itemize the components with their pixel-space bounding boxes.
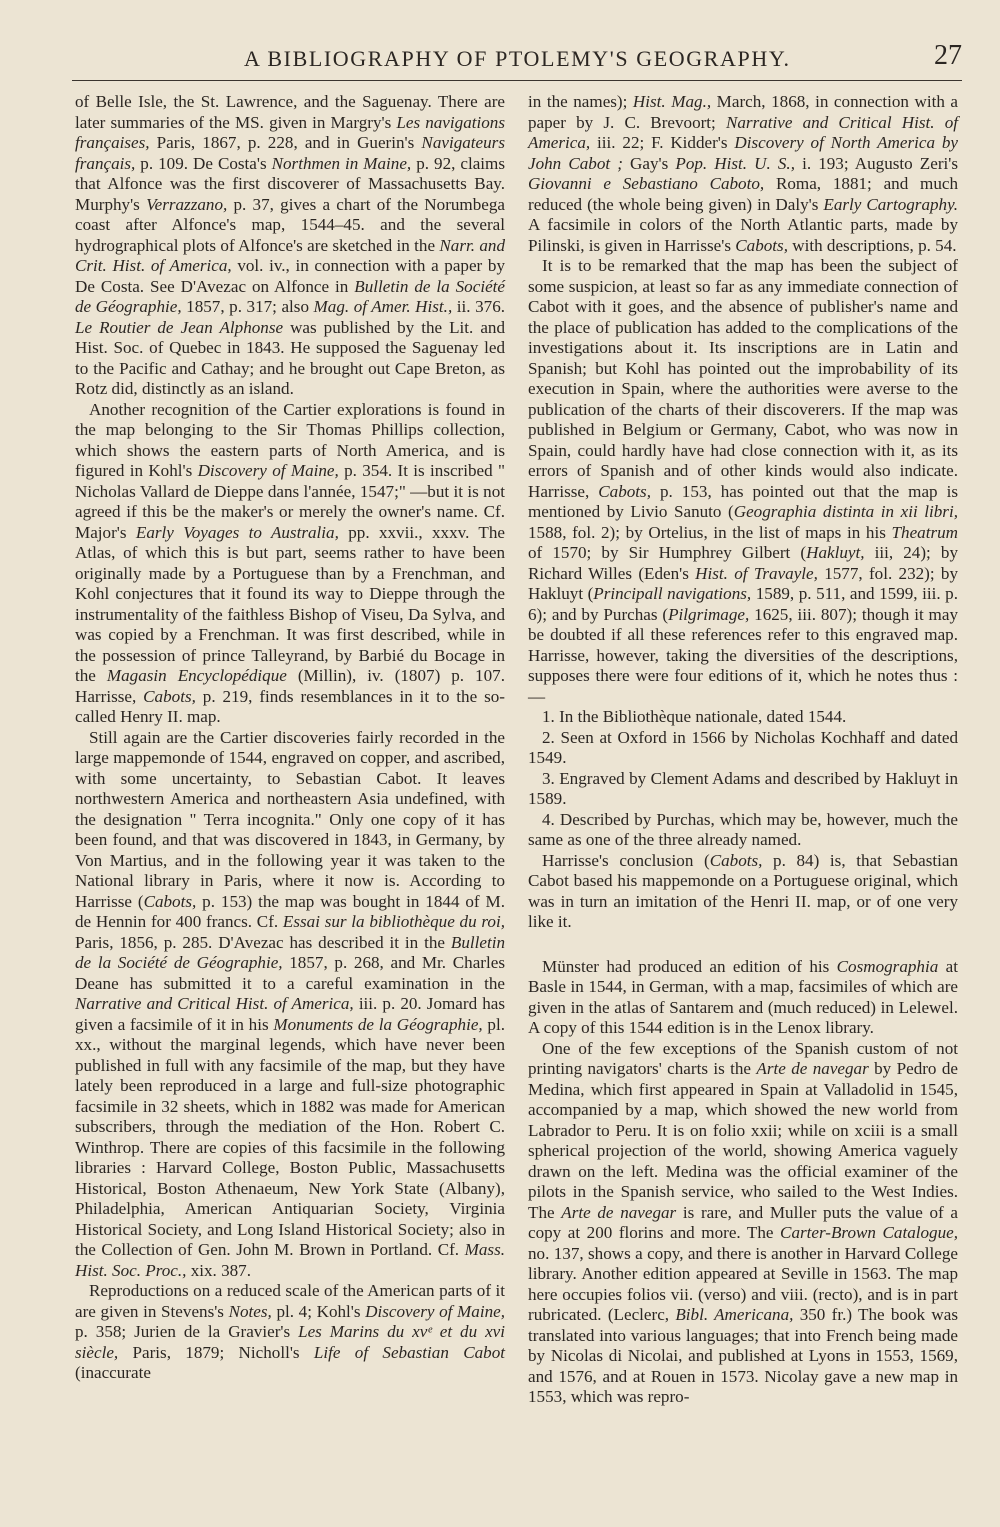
text-run: iii. p. 20. Jomard has given a facsimile of it in his xyxy=(75,994,506,1034)
right-text-column xyxy=(528,92,958,1408)
paragraph xyxy=(528,707,958,728)
text-run: Another recognition of the Cartier explorations is found in the map belonging to the Sir Thomas Phillips collection, which shows the eastern parts of North America, and is figured in Kohl's xyxy=(75,399,505,480)
page-header xyxy=(72,38,962,78)
italic-title-text: Narrative and Critical Hist. of America, xyxy=(75,994,354,1013)
text-run: p. 153) the map was bought in 1844 of M. de Hennin for 400 francs. Cf. xyxy=(75,891,505,931)
italic-title-text: Principall navigations, xyxy=(593,584,752,603)
text-run: ii. 376. xyxy=(452,297,506,316)
text-run: 4. Described by Purchas, which may be, however, much the same as one of the three already named. xyxy=(528,809,958,849)
paragraph xyxy=(528,769,958,810)
italic-title-text: Les navigations françaises, xyxy=(75,112,505,152)
italic-title-text: Early Cartography. xyxy=(823,194,959,214)
paragraph xyxy=(75,92,505,400)
text-run: 1588, fol. 2); by Ortelius, in the list of maps in his xyxy=(528,522,892,542)
italic-title-text: Notes, xyxy=(228,1301,272,1321)
italic-title-text: Discovery of North America by John Cabot ; xyxy=(528,133,958,173)
text-run: of Belle Isle, the St. Lawrence, and the Saguenay. There are later summaries of the MS. given in Margry's xyxy=(75,92,505,132)
text-run: 350 fr.) The book was translated into various languages; that into French being made by Nicolas di Nicolai, and published at Lyons in 1553, 1569, and 1576, and at Rouen in 1573. Nicolay gave a new map in 1553, which was repro- xyxy=(528,1305,958,1406)
text-run: iii. 22; F. Kidder's xyxy=(590,133,735,152)
text-run: Paris, 1867, p. 228, and in Guerin's xyxy=(149,133,422,152)
italic-title-text: Arte de navegar xyxy=(561,1202,677,1222)
text-run: p. 153, has pointed out that the map is mentioned by Livio Sanuto ( xyxy=(528,481,958,521)
text-run: Harrisse's conclusion ( xyxy=(542,850,710,870)
italic-title-text: Narrative and Critical Hist. of America, xyxy=(528,112,958,152)
italic-title-text: Early Voyages to Australia, xyxy=(135,522,339,542)
text-run: Paris, 1856, p. 285. D'Avezac has described it in the xyxy=(75,932,451,952)
text-run: p. 109. De Costa's xyxy=(135,153,272,173)
text-run: no. 137, shows a copy, and there is another in Harvard College library. Another edition appeared at Seville in 1563. The map here occupies folios vii. (verso) and viii. (recto), and is in part rubricated. (Leclerc, xyxy=(528,1243,958,1324)
paragraph xyxy=(528,92,958,256)
paragraph xyxy=(528,728,958,769)
text-run: by Pedro de Medina, which first appeared in Spain at Valladolid in 1545, accompanied by a map, which showed the new world from Labrador to Peru. It is on folio xxii; while on xciii is a small spherical projection of the world, showing America vaguely drawn on the left. Medina was the official examiner of the pilots in the Spanish service, who sailed to the West Indies. The xyxy=(528,1059,958,1222)
text-run: is rare, and Muller puts the value of a copy at 200 florins and more. The xyxy=(528,1202,959,1242)
text-run: p. 358; Jurien de la Gravier's xyxy=(75,1322,299,1341)
page-number: 27 xyxy=(934,40,962,71)
italic-title-text: Geographia distinta in xii libri, xyxy=(733,502,958,521)
text-run: One of the few exceptions of the Spanish custom of not printing navigators' charts is the xyxy=(528,1038,958,1078)
left-text-column xyxy=(75,92,505,1384)
italic-title-text: Cabots, xyxy=(735,235,788,255)
italic-title-text: Magasin Encyclopédique xyxy=(106,666,287,685)
italic-title-text: Navigateurs français, xyxy=(75,133,505,173)
paragraph xyxy=(75,728,505,1282)
text-run: 1857, p. 317; also xyxy=(181,297,314,316)
paragraph xyxy=(528,1039,958,1408)
text-run: at Basle in 1544, in German, with a map, facsimiles of which are given in the atlas of Santarem and (much reduced) in Lelewel. A copy of this 1544 edition is in the Lenox library. xyxy=(528,956,958,1037)
text-run: (Millin), iv. (1807) p. 107. Harrisse, xyxy=(75,666,505,706)
paragraph xyxy=(528,256,958,707)
text-run: 1577, fol. 232); by Hakluyt ( xyxy=(528,563,958,603)
text-run: 1625, iii. 807); though it may be doubted if all these references refer to this engraved map. Harrisse, however, taking the diversities of the descriptions, supposes there were four editions of it, which he notes thus :— xyxy=(528,604,958,706)
text-run: 1857, p. 268, and Mr. Charles Deane has submitted it to a careful examination in the xyxy=(75,953,505,993)
text-run: A facsimile in colors of the North Atlantic parts, made by Pilinski, is given in Harrisse's xyxy=(528,215,958,255)
italic-title-text: Mag. of Amer. Hist., xyxy=(313,297,453,316)
italic-title-text: Life of Sebastian Cabot xyxy=(313,1342,505,1362)
italic-title-text: Cosmographia xyxy=(836,956,939,976)
text-run: Münster had produced an edition of his xyxy=(542,956,837,976)
italic-title-text: Discovery of Maine, xyxy=(365,1301,505,1321)
italic-title-text: Theatrum xyxy=(891,522,958,542)
text-run: iii, 24); by Richard Willes (Eden's xyxy=(528,543,958,583)
text-run: 1589, p. 511, and 1599, iii. p. 6); and by Purchas ( xyxy=(528,584,958,624)
italic-title-text: Cabots, xyxy=(598,481,651,501)
text-run: was published by the Lit. and Hist. Soc. of Quebec in 1843. He supposed the Saguenay led to the Pacific and Cathay; and he brought out Cape Breton, as Rotz did, distinctly as an island. xyxy=(75,317,505,398)
italic-title-text: Verrazzano, xyxy=(146,194,228,214)
text-run: i. 193; Augusto Zeri's xyxy=(794,153,959,173)
italic-title-text: Northmen in Maine, xyxy=(271,153,412,173)
text-run: (inaccurate xyxy=(75,1363,151,1382)
text-run: Gay's xyxy=(622,153,676,173)
italic-title-text: Hist. of Travayle, xyxy=(695,563,818,583)
italic-title-text: Giovanni e Sebastiano Caboto, xyxy=(528,174,765,193)
text-run: Roma, 1881; and much reduced (the whole being given) in Daly's xyxy=(528,174,959,214)
text-run: in the names); xyxy=(528,92,633,111)
text-run: It is to be remarked that the map has been the subject of some suspicion, at least so far as any immediate connection of Cabot with it goes, and the absence of publisher's name and the place of publication has added to the complications of the investigations about it. Its inscriptions are in Latin and Spanish; but Kohl has pointed out the improbability of its execution in Spain, where the authorities were averse to the publication of the charts of their discoverers. If the map was published in Belgium or Germany, Cabot, who was now in Spain, could hardly have had close connection with it, as its errors of Spanish and of other kinds would also indicate. Harrisse, xyxy=(528,256,958,501)
text-run: Reproductions on a reduced scale of the American parts of it are given in Stevens's xyxy=(75,1281,505,1321)
italic-title-text: Bulletin de la Société de Géographie, xyxy=(75,276,505,316)
italic-title-text: Hakluyt, xyxy=(806,543,865,562)
italic-title-text: Cabots, xyxy=(143,891,197,911)
text-run: p. 354. It is inscribed " Nicholas Vallard de Dieppe dans l'année, 1547;" —but it is not agreed if this be the maker's or merely the owner's name. Cf. Major's xyxy=(75,461,505,542)
text-run: p. 219, finds resemblances in it to the so-called Henry II. map. xyxy=(75,686,505,726)
paragraph xyxy=(528,851,958,933)
italic-title-text: Monuments de la Géographie, xyxy=(273,1014,483,1034)
italic-title-text: Les Marins du xvᵉ et du xvi siècle, xyxy=(75,1322,505,1362)
text-run: pl. 4; Kohl's xyxy=(271,1301,366,1321)
italic-title-text: Discovery of Maine, xyxy=(197,461,339,480)
text-run: March, 1868, in connection with a paper by J. C. Brevoort; xyxy=(528,92,958,132)
text-run: p. 84) is, that Sebastian Cabot based his mappemonde on a Portuguese original, which was in turn an imitation of the Henri II. map, or of one very like it. xyxy=(528,850,958,931)
italic-title-text: Bibl. Americana, xyxy=(675,1305,794,1324)
paragraph xyxy=(75,400,505,728)
paragraph xyxy=(528,957,958,1039)
italic-title-text: Le Routier de Jean Alphonse xyxy=(75,317,284,337)
text-run: 1. In the Bibliothèque nationale, dated 1544. xyxy=(542,707,847,726)
text-run: of 1570; by Sir Humphrey Gilbert ( xyxy=(528,543,807,562)
italic-title-text: Cabots, xyxy=(143,686,196,706)
italic-title-text: Narr. and Crit. Hist. of America, xyxy=(75,235,506,275)
italic-title-text: Pop. Hist. U. S., xyxy=(675,153,795,173)
italic-title-text: Hist. Mag., xyxy=(632,92,712,111)
text-run: vol. iv., in connection with a paper by De Costa. See D'Avezac on Alfonce in xyxy=(75,256,505,296)
italic-title-text: Cabots, xyxy=(709,850,763,870)
header-rule xyxy=(72,80,962,81)
italic-title-text: Carter-Brown Catalogue, xyxy=(780,1223,958,1242)
italic-title-text: Arte de navegar xyxy=(756,1059,869,1078)
text-run: xix. 387. xyxy=(186,1260,251,1280)
text-run: p. 92, claims that Alfonce was the first discoverer of Massachusetts Bay. Murphy's xyxy=(75,153,505,214)
running-title: A BIBLIOGRAPHY OF PTOLEMY'S GEOGRAPHY. xyxy=(244,46,791,71)
paragraph xyxy=(528,810,958,851)
text-run: Still again are the Cartier discoveries fairly recorded in the large mappemonde of 1544, engraved on copper, and ascribed, with some uncertainty, to Sebastian Cabot. It leaves northwestern America and northeastern Asia undefined, with the designation " Terra incognita." Only one copy of it has been found, and that was discovered in 1843, in Germany, by Von Martius, and in the following year it was taken to the National library in Paris, where it now is. According to Harrisse ( xyxy=(75,727,505,911)
italic-title-text: Bulletin de la Société de Géographie, xyxy=(75,932,505,972)
text-run: 3. Engraved by Clement Adams and described by Hakluyt in 1589. xyxy=(528,768,958,808)
italic-title-text: Pilgrimage, xyxy=(668,604,750,624)
italic-title-text: Mass. Hist. Soc. Proc., xyxy=(75,1240,505,1280)
text-run: Paris, 1879; Nicholl's xyxy=(118,1342,314,1362)
paragraph xyxy=(75,1281,505,1384)
text-run: p. 37, gives a chart of the Norumbega coast after Alfonce's map, 1544–45. and the several hydrographical plots of Alfonce's are sketched in the xyxy=(75,194,505,255)
text-run: 2. Seen at Oxford in 1566 by Nicholas Kochhaff and dated 1549. xyxy=(528,727,958,767)
text-run: pl. xx., without the marginal legends, which have never been published in full with any facsimile of the map, but they have lately been reproduced in a large and full-size photographic facsimile in 32 sheets, which in 1882 was made for American subscribers, through the mediation of the Hon. Robert C. Winthrop. There are copies of this facsimile in the following libraries : Harvard College, Boston Public, Massachusetts Historical, Boston Athenaeum, New York State (Albany), Philadelphia, American Antiquarian Society, Virginia Historical Society, and Long Island Historical Society; also in the Collection of Gen. John M. Brown in Portland. Cf. xyxy=(75,1014,505,1259)
italic-title-text: Essai sur la bibliothèque du roi, xyxy=(282,912,505,931)
text-run: pp. xxvii., xxxv. The Atlas, of which this is but part, seems rather to have been originally made by a Portuguese than by a Frenchman, and Kohl conjectures that it found its way to Dieppe through the instrumentality of the faithless Bishop of Viseu, Da Sylva, and was copied by a Frenchman. It was first described, while in the possession of prince Talleyrand, by Barbié du Bocage in the xyxy=(75,522,505,685)
text-run: with descriptions, p. 54. xyxy=(787,235,957,255)
